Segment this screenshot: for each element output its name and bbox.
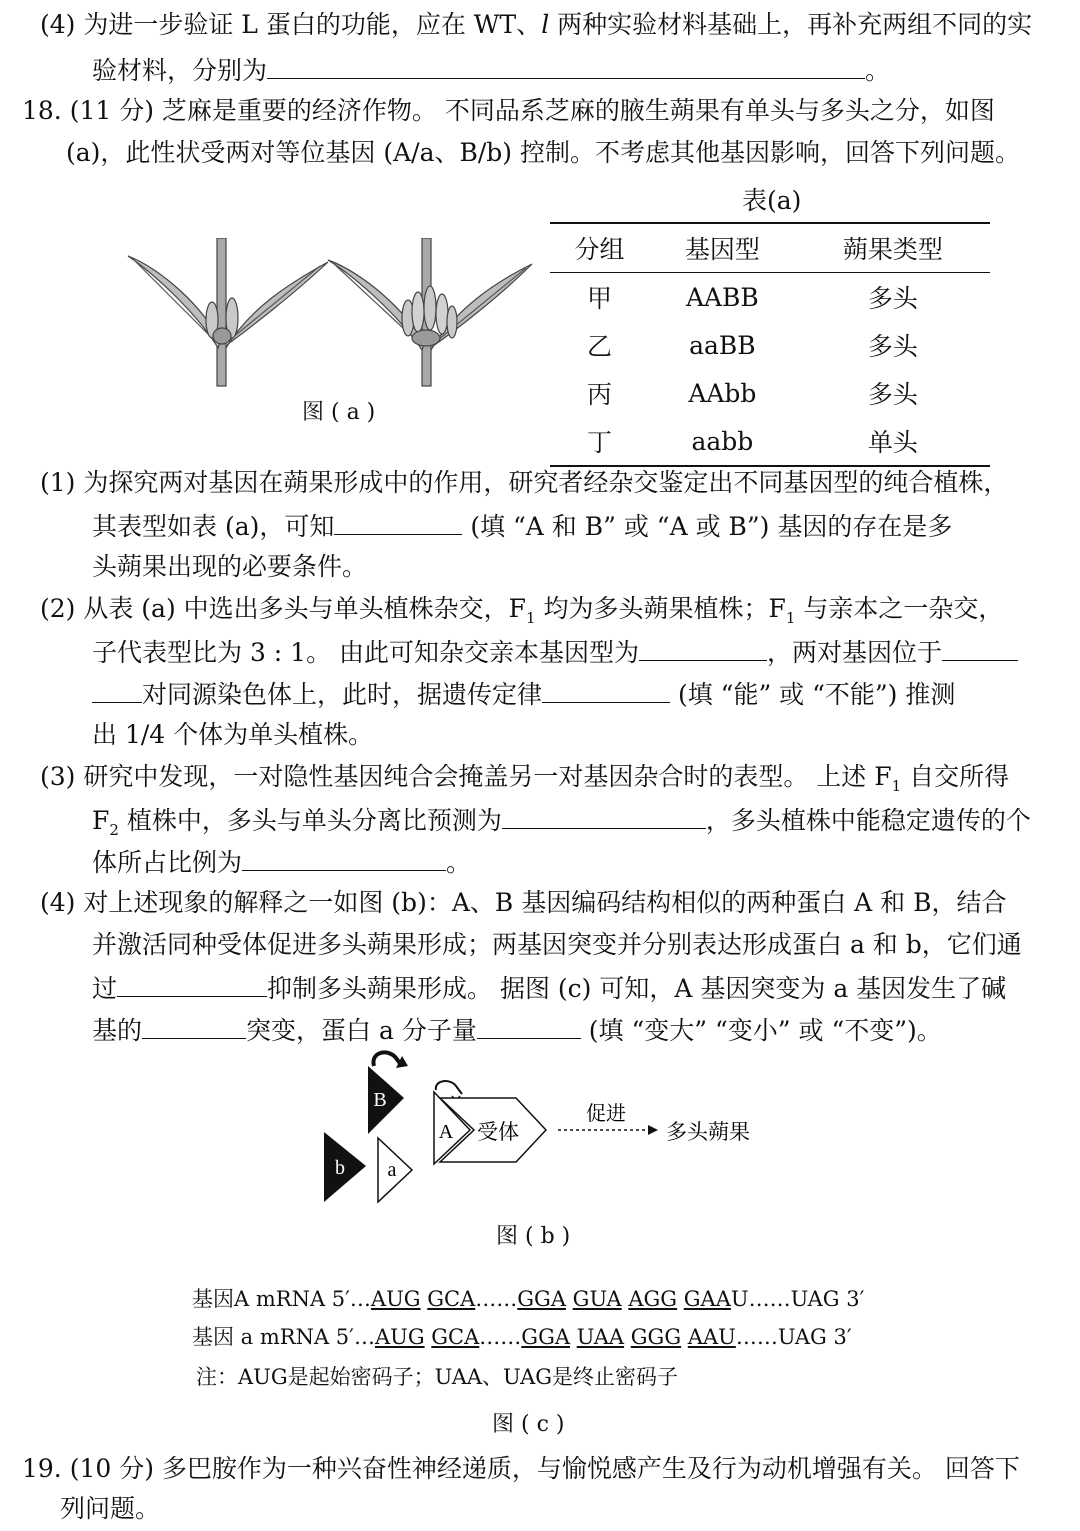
table-cell: 多头 <box>867 284 918 313</box>
q18-part4-line1: (4) 对上述现象的解释之一如图 (b)：A、B 基因编码结构相似的两种蛋白 A 和 B，结合 <box>40 888 1007 917</box>
answer-blank <box>639 634 767 661</box>
receptor-label: 受体 <box>477 1120 519 1144</box>
protein-B <box>368 1052 408 1134</box>
answer-blank <box>942 634 1018 661</box>
q18-part2-line2: 子代表型比为 3 : 1。 由此可知杂交亲本基因型为 ，两对基因位于 <box>92 634 1018 670</box>
q18-part4-line2: 并激活同种受体促进多头蒴果形成；两基因突变并分别表达形成蛋白 a 和 b，它们通 <box>92 930 1022 959</box>
table-cell: 丙 <box>587 380 613 409</box>
answer-blank <box>542 676 670 703</box>
table-cell: 乙 <box>587 332 613 361</box>
answer-blank <box>242 844 446 871</box>
q18-part2-line3: 对同源染色体上，此时，据遗传定律 (填 “能” 或 “不能”) 推测 <box>92 676 955 712</box>
result-label: 多头蒴果 <box>666 1120 750 1144</box>
q17-part4-line2: 验材料，分别为 。 <box>92 52 890 88</box>
q18-part3-line3: 体所占比例为 。 <box>92 844 471 880</box>
answer-blank <box>477 1012 581 1039</box>
q18-header-line1: 18. (11 分) 芝麻是重要的经济作物。 不同品系芝麻的腋生蒴果有单头与多头之分，如图 <box>22 96 995 125</box>
table-row <box>550 369 990 417</box>
table-cell: 甲 <box>587 284 613 313</box>
answer-blank <box>117 970 267 997</box>
q18-part4-line3: 过 抑制多头蒴果形成。 据图 (c) 可知，A 基因突变为 a 基因发生了碱 <box>92 970 1006 1006</box>
q18-part1-line1: (1) 为探究两对基因在蒴果形成中的作用，研究者经杂交鉴定出不同基因型的纯合植株， <box>40 468 1009 497</box>
figure-c-caption: 图 ( c ) <box>492 1412 565 1437</box>
protein-B-label: B <box>373 1089 387 1111</box>
table-row <box>550 417 990 466</box>
protein-A-label: A <box>438 1121 454 1143</box>
mrna-gene-a: 基因 a mRNA 5′…AUG GCA……GGA UAA GGG AAU……UAG 3′ <box>192 1325 852 1349</box>
table-cell: 丁 <box>550 417 649 466</box>
table-row <box>550 321 990 369</box>
answer-blank <box>142 1012 246 1039</box>
figure-c-note: 注：AUG是起始密码子；UAA、UAG是终止密码子 <box>196 1365 679 1389</box>
promote-label: 促进 <box>586 1101 626 1125</box>
mrna-gene-A: 基因A mRNA 5′…AUG GCA……GGA GUA AGG GAAU……UAG 3′ <box>192 1287 865 1311</box>
figure-a-sesame-plants <box>120 238 540 398</box>
table-a <box>550 222 990 467</box>
table-header-cell: 蒴果类型 <box>796 223 990 273</box>
table-row <box>550 273 990 322</box>
table-cell: AAbb <box>688 378 757 408</box>
plant-single-capsule <box>128 238 328 386</box>
table-a-title: 表(a) <box>742 186 802 215</box>
table-cell: aabb <box>649 417 796 466</box>
table-header-cell: 分组 <box>550 223 649 273</box>
q18-part1-line2: 其表型如表 (a)，可知 (填 “A 和 B” 或 “A 或 B”) 基因的存在是多 <box>92 508 952 544</box>
protein-b-label: b <box>335 1157 345 1179</box>
answer-blank <box>334 508 462 535</box>
table-cell: aaBB <box>689 330 756 360</box>
figure-a-caption: 图 ( a ) <box>302 400 376 425</box>
answer-blank <box>502 802 706 829</box>
plant-multi-capsule <box>328 238 532 386</box>
arrow-head-icon <box>648 1125 658 1135</box>
protein-a-label: a <box>387 1159 397 1181</box>
protein-b <box>324 1132 366 1202</box>
table-header-cell: 基因型 <box>649 223 796 273</box>
q18-part3-line1: (3) 研究中发现，一对隐性基因纯合会掩盖另一对基因杂合时的表型。 上述 $F_1$ 自交所得 <box>40 762 1010 795</box>
q18-part2-line1: (2) 从表 (a) 中选出多头与单头植株杂交，$F_1$ 均为多头蒴果植株；$F_1$ 与亲本之一杂交， <box>40 594 1004 627</box>
table-cell: 多头 <box>867 332 918 361</box>
table-cell: 多头 <box>867 380 918 409</box>
answer-blank <box>267 52 865 79</box>
protein-a <box>378 1138 412 1202</box>
figure-b-diagram <box>310 1046 770 1216</box>
figure-b-caption: 图 ( b ) <box>496 1224 571 1249</box>
q18-part2-line4: 出 1/4 个体为单头植株。 <box>92 720 374 749</box>
answer-blank <box>92 676 142 703</box>
q18-part4-line4: 基的 突变，蛋白 a 分子量 (填 “变大” “变小” 或 “不变”)。 <box>92 1012 942 1048</box>
q18-part3-line2: $F_2$ 植株中，多头与单头分离比预测为 ，多头植株中能稳定遗传的个 <box>92 802 1031 847</box>
q19-line2: 列问题。 <box>60 1494 161 1523</box>
table-header-row <box>550 223 990 273</box>
q18-part1-line3: 头蒴果出现的必要条件。 <box>92 552 368 581</box>
q17-part4-line1: (4) 为进一步验证 L 蛋白的功能，应在 WT、l 两种实验材料基础上，再补充两组不同的实 <box>40 10 1033 39</box>
q18-header-line2: (a)，此性状受两对等位基因 (A/a、B/b) 控制。不考虑其他基因影响，回答下列问题。 <box>66 138 1020 167</box>
q19-line1: 19. (10 分) 多巴胺作为一种兴奋性神经递质，与愉悦感产生及行为动机增强有关。 回答下 <box>22 1454 1020 1483</box>
table-cell: AABB <box>685 282 759 312</box>
table-cell: 单头 <box>796 417 990 466</box>
